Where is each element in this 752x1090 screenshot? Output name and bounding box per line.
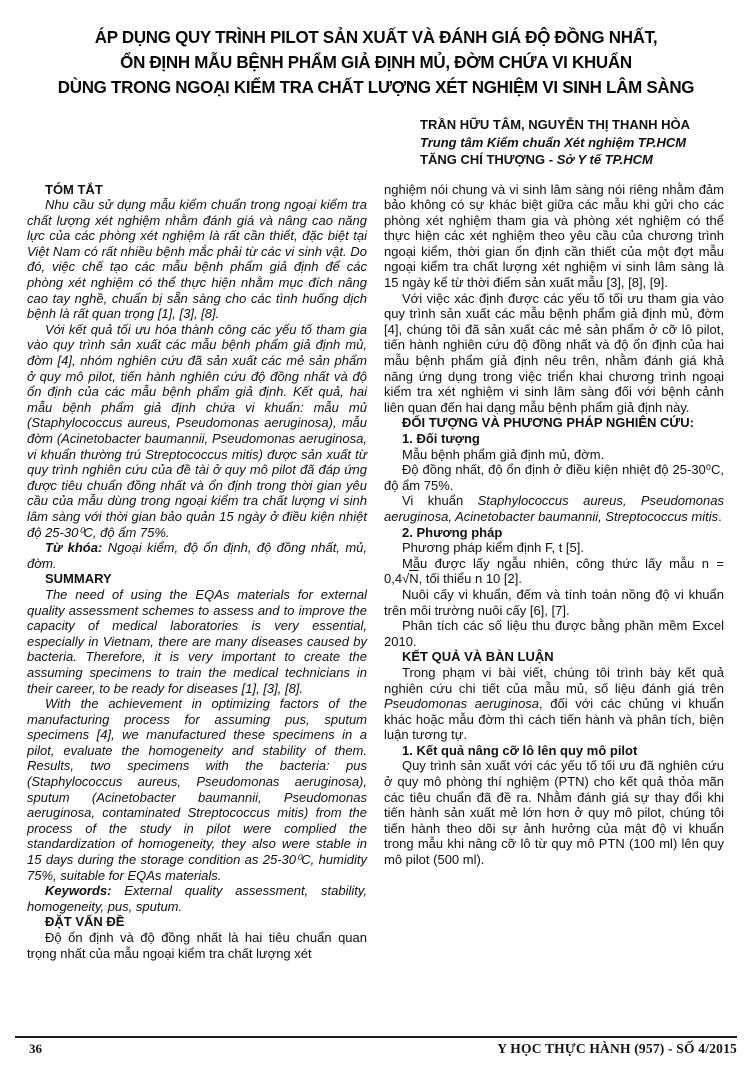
page-number: 36 <box>29 1041 42 1056</box>
keywords-en-label: Keywords: <box>45 883 112 899</box>
keywords-vn-text: Ngoại kiểm, độ ổn định, độ đồng nhất, mủ, đờm. <box>27 540 367 571</box>
title-line-3: DÙNG TRONG NGOẠI KIỂM TRA CHẤT LƯỢNG XÉT NGHIỆM VI SINH LÂM SÀNG <box>57 77 695 97</box>
results-species: Pseudomonas aeruginosa <box>384 696 540 712</box>
author-names: TRẦN HỮU TÂM, NGUYỄN THỊ THANH HÒA <box>420 117 691 132</box>
page-footer <box>15 1036 737 1057</box>
methods-p3-end: . <box>718 508 722 524</box>
methods-p3-lead: Vi khuẩn <box>402 493 478 509</box>
methods-heading: ĐỐI TƯỢNG VÀ PHƯƠNG PHÁP NGHIÊN CỨU: <box>402 415 694 431</box>
methods-paragraph-3 <box>384 493 724 524</box>
abstract-vn-paragraph-1: Nhu cầu sử dụng mẫu kiểm chuẩn trong ngoại kiểm tra chất lượng xét nghiệm nhằm đánh giá và nâng cao năng lực của các phòng xét nghiệm là rất cần thiết, đặc biệt tại Việt Nam có rất nhiều bệnh mắc phải từ các vi sinh vật. Do đó, việc chế tạo các mẫu bệnh phẩm giả định để các phòng xét nghiệm có thể thực hiện nhằm mục đích nâng cao tay nghề, chuẩn bị sẵn sàng cho các tình huống dịch bệnh là rất quan trọng [1], [3], [8]. <box>27 197 367 322</box>
title-line-1: ÁP DỤNG QUY TRÌNH PILOT SẢN XUẤT VÀ ĐÁNH GIÁ ĐỘ ĐỒNG NHẤT, <box>94 27 658 47</box>
methods-paragraph-1: Mẫu bệnh phẩm giả định mủ, đờm. <box>402 446 605 462</box>
article-body <box>0 182 752 962</box>
methods-subheading-method: 2. Phương pháp <box>402 524 503 540</box>
author-affiliation-1: Trung tâm Kiểm chuẩn Xét nghiệm TP.HCM <box>420 134 687 150</box>
abstract-vn-keywords <box>27 540 367 571</box>
methods-subheading-subjects: 1. Đối tượng <box>402 431 480 446</box>
abstract-vn-heading: TÓM TẮT <box>45 181 103 197</box>
results-heading: KẾT QUẢ VÀ BÀN LUẬN <box>402 649 554 665</box>
results-p1-end: , đối với các chủng vi khuẩn khác hoặc mẫu đờm thì cách tiến hành và phân tích, biện luận tương tự. <box>384 696 724 743</box>
paper-title <box>20 25 732 100</box>
authors-block <box>420 116 752 169</box>
summary-keywords <box>27 883 367 914</box>
introduction-heading: ĐẶT VẤN ĐỀ <box>45 914 125 930</box>
summary-paragraph-2: With the achievement in optimizing factors of the manufacturing process for assuming pus, sputum specimens [4], we manufactured these specimens in a pilot, evaluate the homogeneity and stability of them. Results, two specimens with the bacteria: pus (Staphylococcus aureus, Pseudomonas aeruginosa), sputum (Acinetobacter baumannii, Pseudomonas aeruginosa, contaminated Streptococcus mitis) from the process of the study in pilot were complied the standardization of homogeneity, they also were stable in 15 days during the storage condition as 25-30⁰C, humidity 75%, suitable for EQAs materials. <box>27 696 367 883</box>
journal-name: Y HỌC THỰC HÀNH (957) - SỐ 4/2015 <box>497 1041 737 1056</box>
bacteria-species-list: Staphylococcus aureus, Pseudomonas aeruginosa, Acinetobacter baumannii, Streptococcus mitis <box>384 493 724 524</box>
keywords-vn-label: Từ khóa: <box>45 540 103 556</box>
keywords-en-text: External quality assessment, stability, homogeneity, pus, sputum. <box>27 883 367 914</box>
author-name-2: TĂNG CHÍ THƯỢNG - <box>420 152 557 167</box>
title-line-2: ỔN ĐỊNH MẪU BỆNH PHẨM GIẢ ĐỊNH MỦ, ĐỜM CHỨA VI KHUẨN <box>120 52 632 72</box>
methods-paragraph-5 <box>384 556 724 587</box>
author-affiliation-2: Sở Y tế TP.HCM <box>556 152 653 167</box>
summary-paragraph-1: The need of using the EQAs materials for external quality assessment schemes to assess and to improve the capacity of medical laboratories is very essential, especially in Vietnam, there are many diseases caused by bacteria. Therefore, it is very important to create the assuming specimens to train the medical technicians in their career, to be ready for diseases [1], [3], [8]. <box>27 586 367 696</box>
methods-paragraph-2: Độ đồng nhất, độ ổn định ở điều kiện nhiệt độ 25-30⁰C, độ ẩm 75%. <box>384 462 724 493</box>
methods-paragraph-6: Nuôi cấy vi khuẩn, đếm và tính toán nồng độ vi khuẩn trên môi trường nuôi cấy [6], [7]. <box>384 586 724 618</box>
summary-heading: SUMMARY <box>45 571 112 587</box>
results-paragraph-2: Quy trình sản xuất với các yếu tố tối ưu đã nghiên cứu ở quy mô phòng thí nghiệm (PTN) cho kết quả thỏa mãn các tiêu chuẩn đã đề ra. Nhằm đánh giá sự thay đổi khi tiến hành sản xuất mẻ lớn hơn ở quy mô pilot, chúng tôi tiến hành theo dõi sự ảnh hưởng của mật độ vi khuẩn trong mẫu khi nâng cỡ lô từ quy mô PTN (100 ml) lên quy mô pilot (500 ml). <box>384 758 724 868</box>
introduction-paragraph-2: Với việc xác định được các yếu tố tối ưu tham gia vào quy trình sản xuất các mẫu bệnh phẩm giả định mủ, đờm [4], chúng tôi đã sản xuất các mẻ sản phẩm ở cỡ lô pilot, tiến hành nghiên cứu độ đồng nhất và độ ổn định của hai mẫu bệnh phẩm giả định nêu trên, nhằm đánh giá khả năng ứng dụng trong việc triển khai chương trình ngoại kiểm tra xét nghiệm vi sinh lâm sàng đối với bệnh cảnh liên quan đến hai dạng mẫu bệnh phẩm giả định này. <box>384 290 724 415</box>
results-p1-lead: Trong phạm vi bài viết, chúng tôi trình bày kết quả nghiên cứu chi tiết của mẫu mủ, số liệu đánh giá trên <box>384 664 724 696</box>
abstract-vn-paragraph-2: Với kết quả tối ưu hóa thành công các yếu tố tham gia vào quy trình sản xuất các mẫu bệnh phẩm giả định mủ, đờm [4], nhóm nghiên cứu đã sản xuất các mẻ sản phẩm ở quy mô pilot, tiến hành nghiên cứu độ đồng nhất và độ ổn định của các mẫu bệnh phẩm giả định. Kết quả, hai mẫu bệnh phẩm giả định chứa vi khuẩn: mẫu mủ (Staphylococcus aureus, Pseudomonas aeruginosa), mẫu đờm (Acinetobacter baumannii, Pseudomonas aeruginosa, vi khuẩn thường trú Streptococcus mitis) được sản xuất từ quy trình nghiên cứu của đề tài ở quy mô pilot đã đáp ứng được tiêu chuẩn đồng nhất và ổn định trong thời gian yêu cầu của mẫu dùng trong ngoại kiểm tra chất lượng vi sinh lâm sàng với thời gian bảo quản 15 ngày ở điều kiện nhiệt độ 25-30⁰C, độ ẩm 75%. <box>27 321 367 540</box>
sampling-formula-text: Mẫu được lấy ngẫu nhiên, công thức lấy mẫu n = 0,4√ <box>384 555 724 587</box>
left-column <box>27 182 367 962</box>
introduction-paragraph-left: Độ ổn định và độ đồng nhất là hai tiêu chuẩn quan trọng nhất của mẫu ngoại kiểm tra chất lượng xét <box>27 930 367 961</box>
right-column <box>384 182 724 962</box>
methods-paragraph-4: Phương pháp kiểm định F, t [5]. <box>402 540 584 556</box>
introduction-paragraph-continued: nghiệm nói chung và vi sinh lâm sàng nói riêng nhằm đảm bảo không có sự khác biệt giữa các mẫu khi gửi cho các phòng xét nghiệm tham gia và phòng xét nghiệm có thể thực hiện các xét nghiệm theo yêu cầu của chương trình ngoại kiểm, thời gian ổn định cần thiết của một đợt mẫu ngoại kiểm tra chất lượng xét nghiệm vi sinh lâm sàng là 15 ngày kể từ thời điểm sản xuất mẫu [3], [8], [9]. <box>384 181 724 291</box>
methods-paragraph-7: Phân tích các số liệu thu được bằng phần mềm Excel 2010. <box>384 618 724 649</box>
sqrt-n-symbol: N <box>409 571 419 587</box>
sampling-formula-end: , tối thiểu n 10 [2]. <box>418 571 522 587</box>
results-subheading-pilot: 1. Kết quả nâng cỡ lô lên quy mô pilot <box>402 742 638 758</box>
results-paragraph-1 <box>384 665 724 743</box>
author-line-2 <box>420 151 752 169</box>
